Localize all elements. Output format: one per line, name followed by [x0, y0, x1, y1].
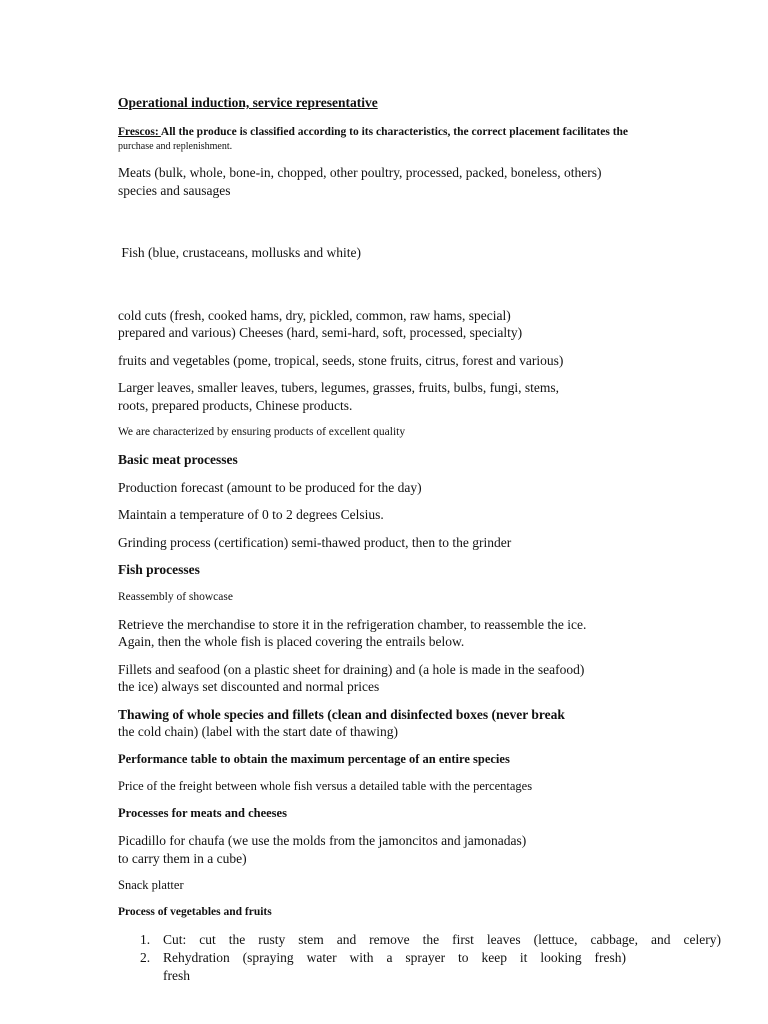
fish-line: Retrieve the merchandise to store it in the refrigeration chamber, to reassemble the ice. — [118, 616, 587, 632]
category-line: Meats (bulk, whole, bone-in, chopped, other poultry, processed, packed, boneless, others) — [118, 165, 602, 180]
category-fish — [118, 209, 728, 297]
meat-item: Production forecast (amount to be produced for the day) — [118, 479, 422, 495]
meats-cheeses-paragraph — [118, 832, 728, 867]
meats-cheeses-line: to carry them in a cube) — [118, 850, 247, 866]
document-title: Operational induction, service representative — [118, 95, 378, 110]
list-item — [118, 949, 728, 985]
step-number: 2. — [140, 950, 151, 965]
category-line: roots, prepared products, Chinese products. — [118, 397, 353, 413]
fish-line: Again, then the whole fish is placed covering the entrails below. — [118, 634, 465, 649]
thawing-line: Thawing of whole species and fillets (clean and disinfected boxes (never break — [118, 706, 565, 722]
frescos-label: Frescos: — [118, 126, 161, 138]
fish-subheading: Reassembly of showcase — [118, 590, 233, 603]
meat-heading: Basic meat processes — [118, 452, 238, 467]
fish-line: the ice) always set discounted and normal prices — [118, 679, 380, 694]
step-continuation: fresh — [163, 968, 190, 983]
category-line: prepared and various) Cheeses (hard, semi-hard, soft, processed, specialty) — [118, 325, 523, 340]
thawing-paragraph — [118, 706, 728, 741]
category-line: Fish (blue, crustaceans, mollusks and white) — [118, 245, 361, 260]
fish-line: Fillets and seafood (on a plastic sheet for draining) and (a hole is made in the seafood) — [118, 661, 585, 677]
category-line: cold cuts (fresh, cooked hams, dry, pickled, common, raw hams, special) — [118, 307, 511, 323]
category-meats — [118, 164, 728, 199]
thawing-line: the cold chain) (label with the start date of thawing) — [118, 724, 399, 739]
performance-heading: Performance table to obtain the maximum percentage of an entire species — [118, 751, 510, 766]
category-line: species and sausages — [118, 182, 231, 198]
category-leaves — [118, 379, 728, 414]
meats-cheeses-line: Picadillo for chaufa (we use the molds from the jamoncitos and jamonadas) — [118, 833, 527, 848]
category-cold-cuts — [118, 307, 728, 342]
step-text: Cut: cut the rusty stem and remove the first leaves (lettuce, cabbage, and celery) — [163, 932, 721, 947]
category-fruits — [118, 352, 728, 370]
document-page — [118, 94, 728, 985]
meat-item: Grinding process (certification) semi-thawed product, then to the grinder — [118, 534, 512, 550]
step-text: Rehydration (spraying water with a sprayer to keep it looking fresh) — [163, 950, 626, 965]
frescos-text: All the produce is classified according to its characteristics, the correct placement facilitates the — [160, 126, 629, 138]
category-line: fruits and vegetables (pome, tropical, seeds, stone fruits, citrus, forest and various) — [118, 352, 564, 368]
category-line: Larger leaves, smaller leaves, tubers, legumes, grasses, fruits, bulbs, fungi, stems, — [118, 380, 560, 395]
vegetables-heading: Process of vegetables and fruits — [118, 906, 272, 918]
performance-text: Price of the freight between whole fish versus a detailed table with the percentages — [118, 778, 533, 793]
frescos-continuation: purchase and replenishment. — [118, 141, 233, 152]
list-item — [118, 931, 728, 949]
fish-paragraph — [118, 661, 728, 696]
fish-heading: Fish processes — [118, 562, 200, 577]
quality-note: We are characterized by ensuring products of excellent quality — [118, 426, 406, 438]
meats-cheeses-heading: Processes for meats and cheeses — [118, 806, 287, 820]
snack-platter: Snack platter — [118, 878, 184, 892]
frescos-intro — [118, 125, 728, 140]
fish-paragraph — [118, 616, 728, 651]
vegetables-steps — [118, 931, 728, 985]
step-number: 1. — [140, 932, 151, 947]
meat-item: Maintain a temperature of 0 to 2 degrees Celsius. — [118, 507, 384, 522]
